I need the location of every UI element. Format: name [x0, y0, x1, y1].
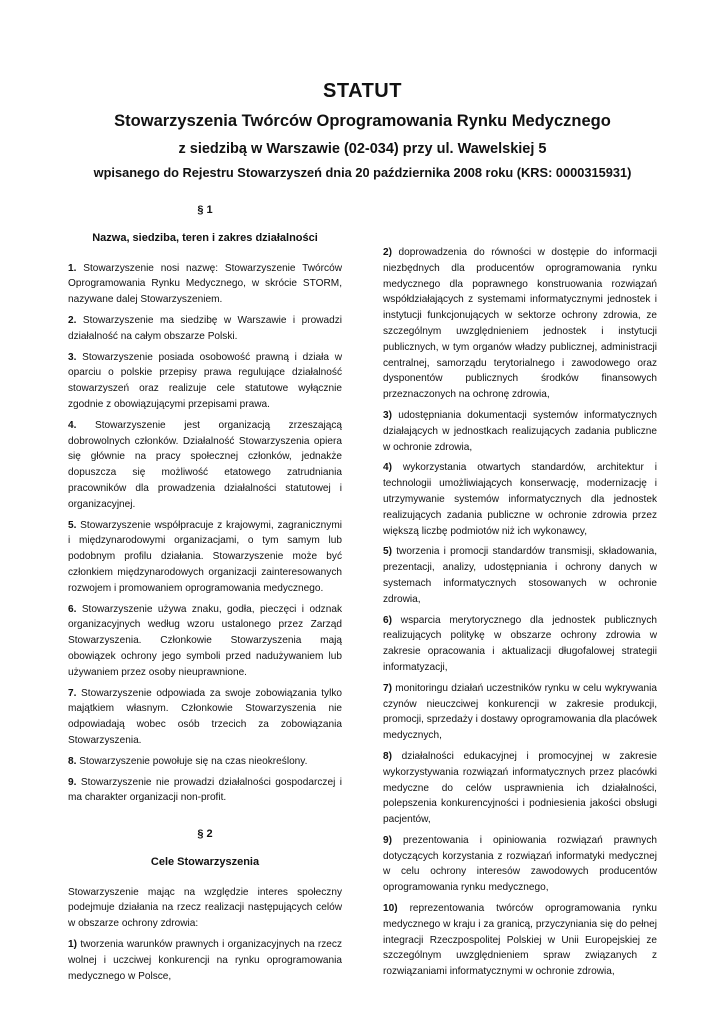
organization-name: Stowarzyszenia Twórców Oprogramowania Rynku Medycznego	[114, 112, 611, 130]
paragraph-number: 8.	[68, 755, 77, 767]
goal-item	[383, 749, 657, 828]
item-number: 1)	[68, 939, 77, 951]
section-1-paragraph	[68, 686, 342, 749]
goal-item	[383, 613, 657, 676]
goal-item	[383, 681, 657, 744]
item-text: monitoringu działań uczestników rynku w celu wykrywania czynów nieuczciwej konkurencji w zakresie produkcji, promocji, sprzedaży i dostawy oprogramowania dla placówek medycznych,	[383, 682, 658, 742]
paragraph-text: Stowarzyszenie nosi nazwę: Stowarzyszenie Twórców Oprogramowania Rynku Medycznego, w skrócie STORM, nazywane dalej Stowarzyszeniem.	[68, 262, 342, 306]
document-header	[0, 80, 725, 180]
item-text: działalności edukacyjnej i promocyjnej w zakresie wykorzystywania rozwiązań informatycznych przez placówki medyczne do celów usprawnienia ich działalności, polepszenia konkurencyjności i podniesienia jakości obsługi pacjentów,	[383, 750, 657, 826]
section-1-paragraph	[68, 775, 342, 807]
paragraph-text: Stowarzyszenie ma siedzibę w Warszawie i prowadzi działalność na całym obszarze Polski.	[68, 314, 342, 342]
item-number: 6)	[383, 614, 392, 626]
paragraph-number: 4.	[68, 419, 77, 431]
document-title: STATUT	[323, 80, 402, 102]
item-text: reprezentowania twórców oprogramowania rynku medycznego w kraju i za granicą, przyczyniania się do pełnej integracji Rzeczpospolitej Polskiej w Unii Europejskiej ze szczególnym uwzględnieniem spraw związanych z rozwiązaniami informatycznymi w ochronie zdrowia,	[383, 903, 657, 978]
section-1-paragraph	[68, 261, 342, 308]
paragraph-text: Stowarzyszenie jest organizacją zrzeszającą dobrowolnych członków. Działalność Stowarzyszenia opiera się głównie na pracy społecznej członków, jednakże dopuszcza się możliwość etatowego zatrudniania pracowników dla prowadzenia działalności statutowej i organizacyjnej.	[68, 419, 342, 510]
item-number: 10)	[383, 903, 398, 915]
paragraph-text: Stowarzyszenie używa znaku, godła, pieczęci i odznak organizacyjnych według wzoru ustalonego przez Zarząd Stowarzyszenia. Członkowie Stowarzyszenia mają obowiązek ochrony jego symboli przed nadużywaniem lub używaniem przez osoby nieuprawnione.	[68, 603, 342, 678]
paragraph-text: Stowarzyszenie powołuje się na czas nieokreślony.	[79, 755, 308, 767]
section-1-paragraph	[68, 602, 342, 681]
section-1-number: § 1	[197, 204, 213, 216]
paragraph-number: 3.	[68, 351, 77, 363]
item-number: 7)	[383, 682, 392, 694]
item-number: 9)	[383, 834, 392, 846]
item-number: 5)	[383, 546, 392, 558]
item-text: doprowadzenia do równości w dostępie do informacji niezbędnych dla producentów oprogramowania rynku medycznego dla poprawnego konstruowania rozwiązań współdziałających z systemami informatycznymi jednostek i instytucji funkcjonujących w sektorze ochrony zdrowia, ze szczególnym uwzględnieniem jednostek i instytucji publicznych, w tym organów władzy publicznej, administracji centralnej, samorządu terytorialnego i zawodowego oraz dysponentów publicznych środków finansowych przeznaczonych na ochronę zdrowia,	[383, 247, 658, 401]
goal-item	[383, 544, 657, 607]
section-1-paragraph	[68, 350, 342, 413]
paragraph-number: 5.	[68, 519, 77, 531]
paragraph-text: Stowarzyszenie współpracuje z krajowymi, zagranicznymi i międzynarodowymi organizacjami, o tym samym lub podobnym profilu działania. Stowarzyszenie może być członkiem międzynarodowych organizacji zainteresowanych rozwojem i promowaniem oprogramowania medycznego.	[68, 519, 342, 594]
goal-item	[383, 245, 657, 403]
item-text: prezentowania i opiniowania rozwiązań prawnych dotyczących korzystania z rozwiązań informatyki medycznej w celu ochrony interesów zawodowych producentów oprogramowania rynku medycznego,	[383, 834, 657, 894]
section-2-intro: Stowarzyszenie mając na względzie interes społeczny podejmuje działania na rzecz realizacji następujących celów w obszarze ochrony zdrowia:	[68, 886, 342, 930]
right-column	[383, 245, 657, 985]
item-text: tworzenia warunków prawnych i organizacyjnych na rzecz wolnej i uczciwej konkurencji na rynku oprogramowania medycznego w Polsce,	[68, 939, 342, 982]
paragraph-number: 9.	[68, 776, 77, 788]
paragraph-text: Stowarzyszenie nie prowadzi działalności gospodarczej i ma charakter organizacji non-profit.	[68, 776, 342, 804]
section-2-number: § 2	[197, 828, 213, 841]
paragraph-number: 6.	[68, 603, 77, 615]
goal-item	[68, 937, 342, 984]
item-number: 4)	[383, 462, 392, 474]
goal-item	[383, 408, 657, 455]
goal-item	[383, 901, 657, 980]
goal-item	[383, 833, 657, 896]
section-2-title: Cele Stowarzyszenia	[150, 855, 260, 868]
registration-info: wpisanego do Rejestru Stowarzyszeń dnia 20 października 2008 roku (KRS: 0000315931)	[93, 165, 632, 180]
section-1-paragraph	[68, 313, 342, 345]
section-1-title: Nazwa, siedziba, teren i zakres działalności	[92, 231, 318, 244]
section-1-paragraph	[68, 754, 342, 770]
item-text: udostępniania dokumentacji systemów informatycznych działających w jednostkach realizujących zadania publiczne w ochronie zdrowia,	[383, 409, 657, 453]
section-1-paragraph	[68, 518, 342, 597]
organization-address: z siedzibą w Warszawie (02-034) przy ul. Wawelskiej 5	[178, 141, 547, 157]
item-number: 3)	[383, 409, 392, 421]
section-1-paragraph	[68, 418, 342, 513]
paragraph-text: Stowarzyszenie posiada osobowość prawną i działa w oparciu o polskie przepisy prawa regulujące działalność stowarzyszeń oraz realizuje cele statutowe wyłącznie zgodnie z obowiązującymi przepisami prawa.	[68, 351, 342, 410]
item-number: 2)	[383, 247, 392, 258]
item-text: wsparcia merytorycznego dla jednostek publicznych realizujących politykę w obszarze ochrony zdrowia w zakresie opracowania i aktualizacji długofalowej strategii informatyzacji,	[383, 614, 657, 673]
goal-item	[383, 460, 657, 539]
item-text: wykorzystania otwartych standardów, architektur i technologii umożliwiających konserwację, modernizację i utrzymywanie systemów informatycznych dla jednostek realizujących zadania publiczne w ochronie zdrowia przez większą liczbę podmiotów niż ich wykonawcy,	[383, 462, 657, 537]
item-number: 8)	[383, 750, 392, 762]
paragraph-number: 7.	[68, 687, 77, 699]
paragraph-number: 1.	[68, 262, 77, 274]
left-column	[68, 203, 342, 989]
paragraph-number: 2.	[68, 314, 77, 326]
item-text: tworzenia i promocji standardów transmisji, składowania, prezentacji, analizy, udostępniania i ochrony danych w systemach informatycznych stosowanych w ochronie zdrowia,	[383, 546, 657, 605]
paragraph-text: Stowarzyszenie odpowiada za swoje zobowiązania tylko majątkiem własnym. Członkowie Stowarzyszenia nie odpowiadają wobec osób trzecich za zobowiązania Stowarzyszenia.	[68, 687, 343, 746]
